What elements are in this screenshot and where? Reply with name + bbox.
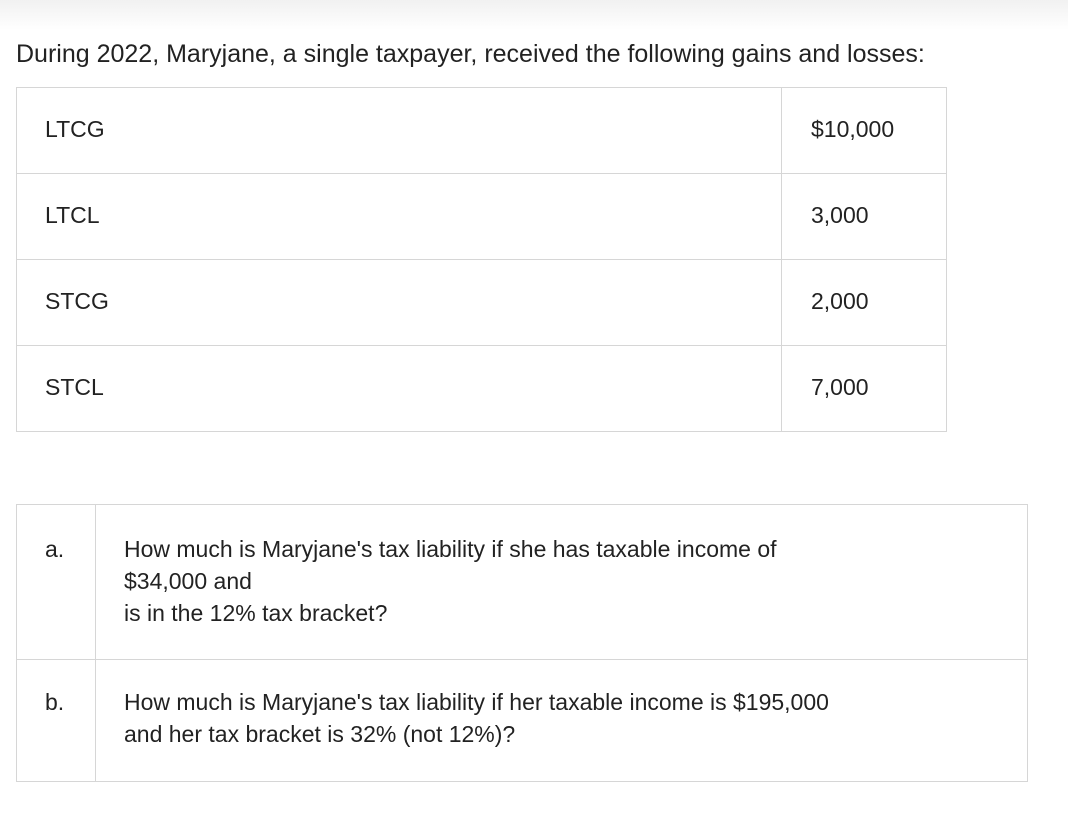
question-row-b bbox=[17, 660, 1028, 782]
question-row-a bbox=[17, 505, 1028, 660]
row-value-stcg: 2,000 bbox=[782, 260, 947, 346]
table-row bbox=[17, 346, 947, 432]
intro-text: During 2022, Maryjane, a single taxpayer, received the following gains and losses: bbox=[16, 40, 925, 68]
question-a-line-2: $34,000 and bbox=[124, 568, 252, 594]
table-row bbox=[17, 260, 947, 346]
row-value-ltcg: $10,000 bbox=[782, 88, 947, 174]
question-text-a bbox=[96, 505, 1028, 660]
question-letter-b: b. bbox=[17, 660, 96, 782]
top-shade bbox=[0, 0, 1068, 30]
row-value-stcl: 7,000 bbox=[782, 346, 947, 432]
question-a-line-1: How much is Maryjane's tax liability if she has taxable income of bbox=[124, 536, 777, 562]
row-label-ltcg: LTCG bbox=[17, 88, 782, 174]
question-b-line-2: and her tax bracket is 32% (not 12%)? bbox=[124, 721, 516, 747]
question-b-line-1: How much is Maryjane's tax liability if her taxable income is $195,000 bbox=[124, 689, 829, 715]
table-row bbox=[17, 88, 947, 174]
question-text-b bbox=[96, 660, 1028, 782]
table-row bbox=[17, 174, 947, 260]
row-label-stcg: STCG bbox=[17, 260, 782, 346]
gains-losses-table bbox=[16, 87, 947, 432]
question-letter-a: a. bbox=[17, 505, 96, 660]
question-a-line-3: is in the 12% tax bracket? bbox=[124, 600, 388, 626]
questions-table bbox=[16, 504, 1028, 782]
row-label-stcl: STCL bbox=[17, 346, 782, 432]
row-value-ltcl: 3,000 bbox=[782, 174, 947, 260]
row-label-ltcl: LTCL bbox=[17, 174, 782, 260]
